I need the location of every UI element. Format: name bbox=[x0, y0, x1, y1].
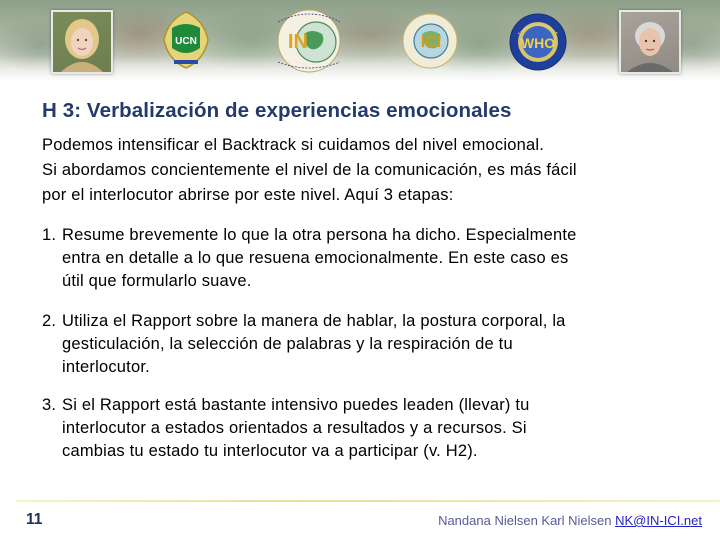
intro-line: Si abordamos concientemente el nivel de la comunicación, es más fácil bbox=[42, 161, 577, 179]
step-number: 3. bbox=[42, 396, 57, 414]
slide-title: H 3: Verbalización de experiencias emocionales bbox=[42, 99, 512, 122]
step-text: gesticulación, la selección de palabras y la respiración de tu bbox=[62, 335, 513, 353]
step-text: cambias tu estado tu interlocutor va a participar (v. H2). bbox=[62, 442, 478, 460]
ucn-logo bbox=[158, 10, 214, 72]
page-number: 11 bbox=[26, 511, 43, 528]
header-banner bbox=[0, 0, 720, 80]
ici-logo bbox=[398, 12, 462, 70]
portrait-photo-right bbox=[619, 10, 681, 74]
portrait-photo-left bbox=[51, 10, 113, 74]
footer-credit bbox=[438, 513, 702, 528]
step-item bbox=[42, 310, 692, 379]
who-logo-text: WHO bbox=[520, 35, 556, 51]
step-number: 1. bbox=[42, 226, 57, 244]
step-item bbox=[42, 394, 692, 463]
who-logo bbox=[508, 12, 568, 72]
email-link[interactable]: NK@IN-ICI.net bbox=[615, 513, 702, 528]
in-institute-logo bbox=[266, 8, 352, 74]
step-text: interlocutor a estados orientados a resultados y a recursos. Si bbox=[62, 419, 527, 437]
step-text: interlocutor. bbox=[62, 358, 150, 376]
step-text: útil que formularlo suave. bbox=[62, 272, 252, 290]
step-text: Utiliza el Rapport sobre la manera de hablar, la postura corporal, la bbox=[62, 312, 566, 330]
step-text: Resume brevemente lo que la otra persona ha dicho. Especialmente bbox=[62, 226, 577, 244]
intro-line: por el interlocutor abrirse por este nivel. Aquí 3 etapas: bbox=[42, 186, 454, 204]
ucn-logo-text: UCN bbox=[175, 36, 197, 47]
footer-divider bbox=[16, 500, 720, 502]
step-number: 2. bbox=[42, 312, 57, 330]
step-item bbox=[42, 224, 692, 293]
step-text: Si el Rapport está bastante intensivo puedes leaden (llevar) tu bbox=[62, 396, 530, 414]
footer-authors: Nandana Nielsen Karl Nielsen bbox=[438, 513, 616, 528]
intro-paragraph bbox=[42, 133, 692, 208]
ici-logo-text: ICI bbox=[420, 34, 442, 51]
intro-line: Podemos intensificar el Backtrack si cuidamos del nivel emocional. bbox=[42, 136, 545, 154]
in-logo-text: IN bbox=[288, 31, 308, 53]
step-text: entra en detalle a lo que resuena emocionalmente. En este caso es bbox=[62, 249, 569, 267]
